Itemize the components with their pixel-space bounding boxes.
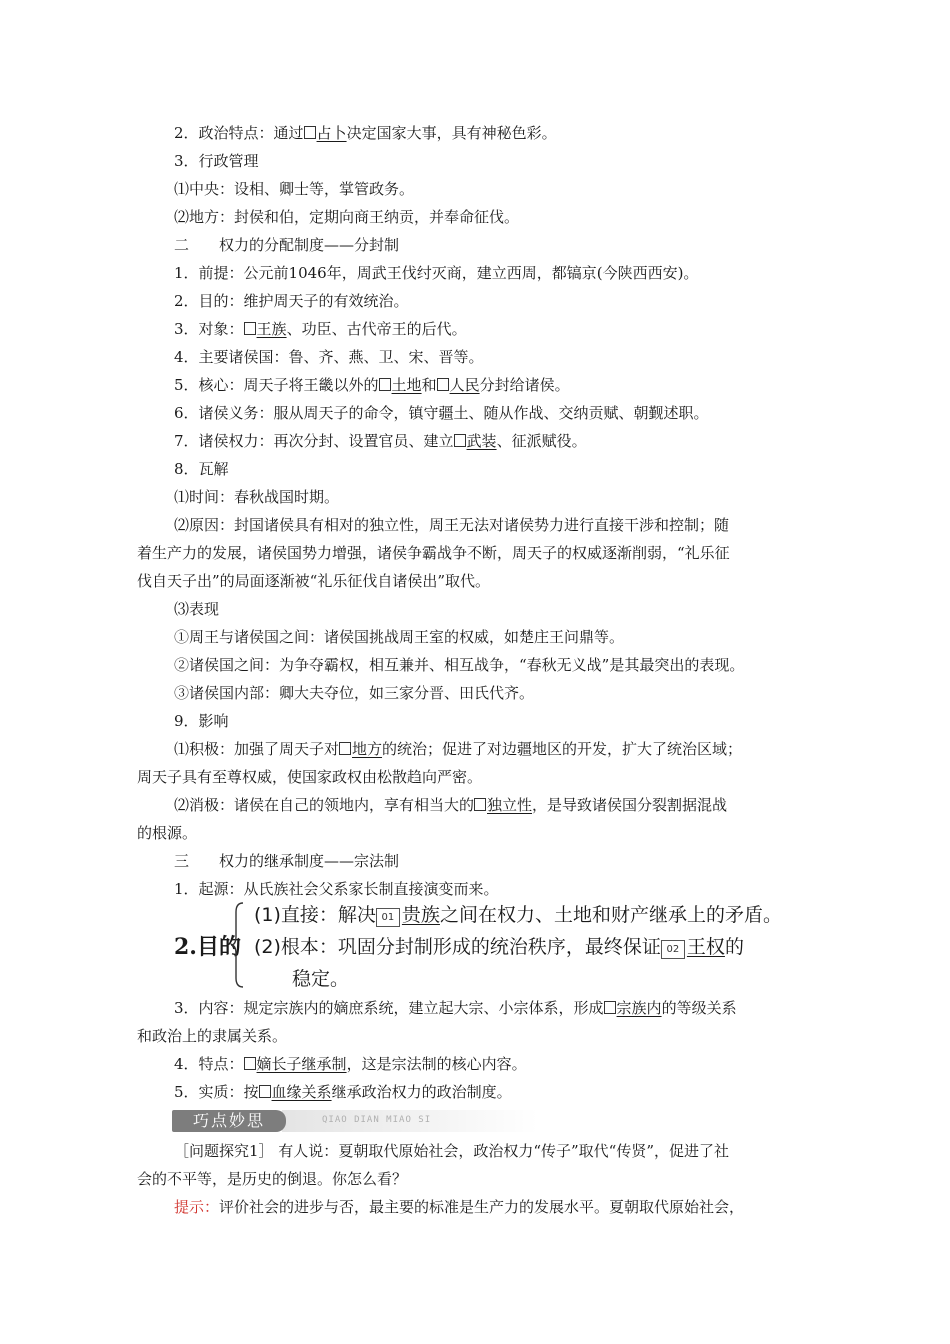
text-line: 4．主要诸侯国：鲁、齐、燕、卫、宋、晋等。 (174, 348, 484, 366)
fill-in-answer: 血缘关系 (271, 1083, 332, 1101)
purpose-line-root: (2)根本：巩固分封制形成的统治秩序，最终保证 02 王权的 (254, 936, 744, 958)
answer-box (304, 126, 316, 139)
hint-label: 提示： (174, 1198, 220, 1216)
answer-box (244, 322, 256, 335)
text-line: 9．影响 (174, 712, 229, 730)
text-line: 2．目的：维护周天子的有效统治。 (174, 292, 409, 310)
text-line: ⑵地方：封侯和伯，定期向商王纳贡，并奉命征伐。 (174, 208, 520, 226)
text-line: 1．前提：公元前1046年，周武王伐纣灭商，建立西周，都镐京(今陕西西安)。 (174, 264, 699, 282)
text-line: 5．核心：周天子将王畿以外的 土地和 人民分封给诸侯。 (174, 376, 570, 394)
text-line: 3．行政管理 (174, 152, 259, 170)
text-line: 5．实质：按 血缘关系继承政治权力的政治制度。 (174, 1083, 512, 1101)
text-line: 4．特点： 嫡长子继承制，这是宗法制的核心内容。 (174, 1055, 527, 1073)
section-heading: 三 权力的继承制度——宗法制 (174, 852, 400, 870)
text-line: ②诸侯国之间：为争夺霸权，相互兼并、相互战争，“春秋无义战”是其最突出的表现。 (174, 656, 745, 674)
text-line: 周天子具有至尊权威，使国家政权由松散趋向严密。 (137, 768, 483, 786)
fill-in-answer: 王族 (256, 320, 287, 338)
purpose-block (174, 900, 854, 992)
banner-title: 巧点妙思 (172, 1110, 286, 1132)
text-line: ③诸侯国内部：卿大夫夺位，如三家分晋、田氏代齐。 (174, 684, 535, 702)
text-line: ⑶表现 (174, 600, 220, 618)
text-line: ⑴积极：加强了周天子对 地方的统治；促进了对边疆地区的开发，扩大了统治区域； (174, 740, 743, 758)
fill-in-answer: 独立性 (487, 796, 533, 814)
answer-box (339, 742, 351, 755)
text-line: 3．对象： 王族、功臣、古代帝王的后代。 (174, 320, 467, 338)
fill-in-answer: 宗族内 (616, 999, 662, 1017)
text-line: 和政治上的隶属关系。 (137, 1027, 288, 1045)
answer-box (379, 378, 391, 391)
text-line: 1．起源：从氏族社会父系家长制直接演变而来。 (174, 880, 499, 898)
section-heading: 二 权力的分配制度——分封制 (174, 236, 400, 254)
answer-box (474, 798, 486, 811)
answer-hint-line: 提示：评价社会的进步与否，最主要的标准是生产力的发展水平。夏朝取代原始社会， (174, 1198, 745, 1216)
text-line: 8．瓦解 (174, 460, 229, 478)
text-line: ⑵原因：封国诸侯具有相对的独立性，周王无法对诸侯势力进行直接干涉和控制；随 (174, 516, 730, 534)
text-line: ⑵消极：诸侯在自己的领地内，享有相当大的 独立性，是导致诸侯国分裂割据混战 (174, 796, 728, 814)
answer-box (259, 1085, 271, 1098)
number-marker: 01 (376, 908, 400, 927)
answer-box (604, 1001, 616, 1014)
text-line: 伐自天子出”的局面逐渐被“礼乐征伐自诸侯出”取代。 (137, 572, 491, 590)
text-line: 2．政治特点：通过 占卜决定国家大事，具有神秘色彩。 (174, 124, 557, 142)
text-line: 的根源。 (137, 824, 198, 842)
brace-icon (230, 902, 244, 988)
answer-box (437, 378, 449, 391)
fill-in-answer: 地方 (352, 740, 383, 758)
fill-in-answer: 土地 (391, 376, 422, 394)
text-line: 6．诸侯义务：服从周天子的命令，镇守疆土、随从作战、交纳贡赋、朝觐述职。 (174, 404, 709, 422)
text-line: 7．诸侯权力：再次分封、设置官员、建立 武装、征派赋役。 (174, 432, 587, 450)
text-line: ⑴时间：春秋战国时期。 (174, 488, 340, 506)
fill-in-answer: 贵族 (401, 904, 440, 926)
text-line: ①周王与诸侯国之间：诸侯国挑战周王室的权威，如楚庄王问鼎等。 (174, 628, 625, 646)
fill-in-answer: 王权 (686, 936, 725, 958)
text-line: ⑴中央：设相、卿士等，掌管政务。 (174, 180, 415, 198)
answer-box (454, 434, 466, 447)
fill-in-answer: 人民 (449, 376, 480, 394)
banner-subtitle: QIAO DIAN MIAO SI (322, 1115, 432, 1125)
fill-in-answer: 嫡长子继承制 (256, 1055, 347, 1073)
section-banner (172, 1108, 538, 1134)
number-marker: 02 (661, 940, 685, 959)
question-line: 会的不平等，是历史的倒退。你怎么看？ (137, 1170, 408, 1188)
purpose-label: 2.目的 (174, 934, 241, 960)
fill-in-answer: 武装 (466, 432, 497, 450)
text-line: 着生产力的发展，诸侯国势力增强，诸侯争霸战争不断，周天子的权威逐渐削弱，“礼乐征 (137, 544, 730, 562)
fill-in-answer: 占卜 (316, 124, 347, 142)
question-line: ［问题探究1］ 有人说：夏朝取代原始社会，政治权力“传子”取代“传贤”，促进了社 (174, 1142, 729, 1160)
purpose-line-cont: 稳定。 (292, 968, 350, 990)
text-line: 3．内容：规定宗族内的嫡庶系统，建立起大宗、小宗体系，形成 宗族内的等级关系 (174, 999, 737, 1017)
purpose-line-direct: (1)直接：解决 01 贵族之间在权力、土地和财产继承上的矛盾。 (254, 904, 782, 926)
answer-box (244, 1057, 256, 1070)
